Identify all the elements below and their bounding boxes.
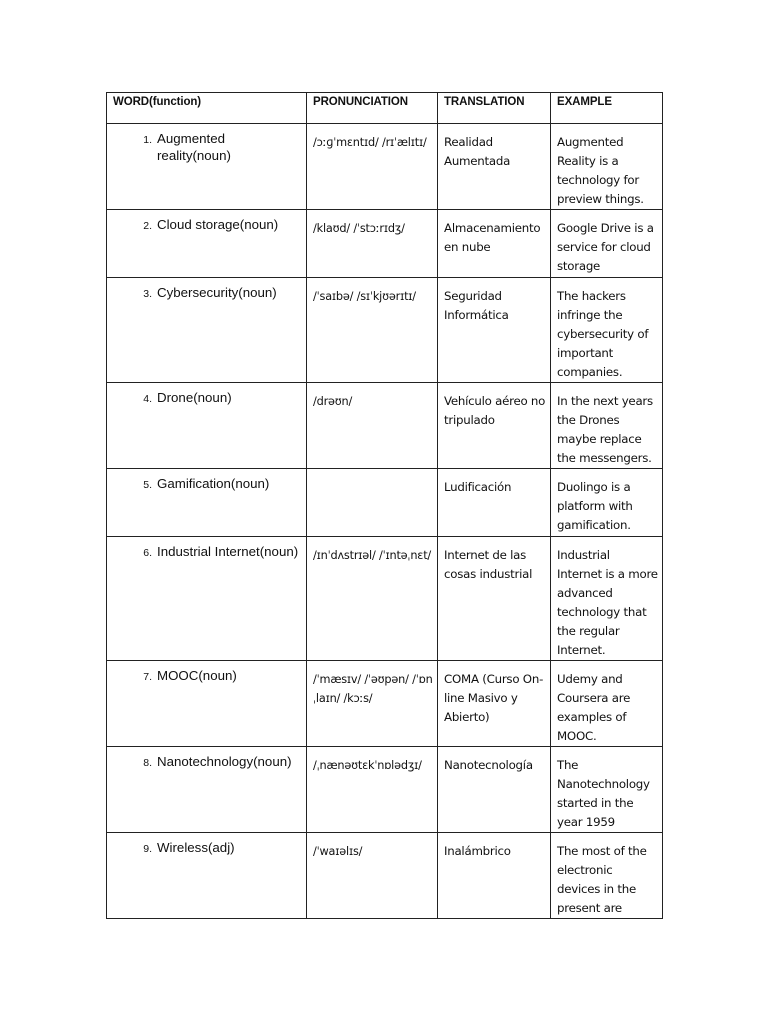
header-word: WORD(function) bbox=[107, 93, 307, 124]
word-text: Cybersecurity(noun) bbox=[157, 285, 277, 300]
word-cell bbox=[107, 383, 307, 469]
pronunciation-cell: /ˌnænəʊtɛkˈnɒlədʒɪ/ bbox=[307, 747, 438, 833]
pronunciation-cell: /klaʊd/ /ˈstɔːrɪdʒ/ bbox=[307, 210, 438, 278]
pronunciation-cell: /ˈmæsɪv/ /ˈəʊpən/ /ˈɒnˌlaɪn/ /kɔːs/ bbox=[307, 661, 438, 747]
translation-cell: Realidad Aumentada bbox=[438, 124, 551, 210]
word-text: MOOC(noun) bbox=[157, 668, 237, 683]
example-cell: Augmented Reality is a technology for preview things. bbox=[551, 124, 663, 210]
word-cell bbox=[107, 833, 307, 919]
table-row bbox=[107, 210, 663, 278]
table-row bbox=[107, 833, 663, 919]
item-number: 8. bbox=[143, 757, 152, 769]
item-number: 6. bbox=[143, 547, 152, 559]
translation-cell: Nanotecnología bbox=[438, 747, 551, 833]
pronunciation-cell: /drəʊn/ bbox=[307, 383, 438, 469]
item-number: 5. bbox=[143, 479, 152, 491]
item-number: 1. bbox=[143, 134, 152, 146]
item-number: 2. bbox=[143, 220, 152, 232]
pronunciation-cell: /ˈwaɪəlɪs/ bbox=[307, 833, 438, 919]
example-cell: The hackers infringe the cybersecurity of important companies. bbox=[551, 278, 663, 383]
example-cell: In the next years the Drones maybe replace the messengers. bbox=[551, 383, 663, 469]
word-text: Augmented reality(noun) bbox=[157, 131, 231, 163]
word-text: Gamification(noun) bbox=[157, 476, 270, 491]
table-row bbox=[107, 537, 663, 661]
word-cell bbox=[107, 661, 307, 747]
translation-cell: Seguridad Informática bbox=[438, 278, 551, 383]
word-text: Nanotechnology(noun) bbox=[157, 754, 292, 769]
word-text: Cloud storage(noun) bbox=[157, 217, 279, 232]
example-cell: Google Drive is a service for cloud storage bbox=[551, 210, 663, 278]
table-row bbox=[107, 124, 663, 210]
vocabulary-table bbox=[106, 92, 663, 919]
translation-cell: Almacenamiento en nube bbox=[438, 210, 551, 278]
pronunciation-cell bbox=[307, 469, 438, 537]
header-translation: TRANSLATION bbox=[438, 93, 551, 124]
item-number: 4. bbox=[143, 393, 152, 405]
word-cell bbox=[107, 469, 307, 537]
word-text: Drone(noun) bbox=[157, 390, 232, 405]
pronunciation-cell: /ɔːɡˈmɛntɪd/ /rɪˈælɪtɪ/ bbox=[307, 124, 438, 210]
word-cell bbox=[107, 210, 307, 278]
header-pronunciation: PRONUNCIATION bbox=[307, 93, 438, 124]
header-example: EXAMPLE bbox=[551, 93, 663, 124]
word-cell bbox=[107, 124, 307, 210]
item-number: 7. bbox=[143, 671, 152, 683]
example-cell: Duolingo is a platform with gamification. bbox=[551, 469, 663, 537]
item-number: 9. bbox=[143, 843, 152, 855]
word-cell bbox=[107, 747, 307, 833]
translation-cell: COMA (Curso On-line Masivo y Abierto) bbox=[438, 661, 551, 747]
word-cell bbox=[107, 537, 307, 661]
pronunciation-cell: /ɪnˈdʌstrɪəl/ /ˈɪntəˌnɛt/ bbox=[307, 537, 438, 661]
table-row bbox=[107, 469, 663, 537]
example-cell: The most of the electronic devices in the present are bbox=[551, 833, 663, 919]
item-number: 3. bbox=[143, 288, 152, 300]
example-cell: The Nanotechnology started in the year 1959 bbox=[551, 747, 663, 833]
example-cell: Udemy and Coursera are examples of MOOC. bbox=[551, 661, 663, 747]
word-text: Industrial Internet(noun) bbox=[157, 544, 299, 559]
table-row bbox=[107, 383, 663, 469]
pronunciation-cell: /ˈsaɪbə/ /sɪˈkjʊərɪtɪ/ bbox=[307, 278, 438, 383]
translation-cell: Vehículo aéreo no tripulado bbox=[438, 383, 551, 469]
word-cell bbox=[107, 278, 307, 383]
example-cell: Industrial Internet is a more advanced technology that the regular Internet. bbox=[551, 537, 663, 661]
table-row bbox=[107, 747, 663, 833]
table-row bbox=[107, 661, 663, 747]
table-row bbox=[107, 278, 663, 383]
translation-cell: Inalámbrico bbox=[438, 833, 551, 919]
translation-cell: Ludificación bbox=[438, 469, 551, 537]
word-text: Wireless(adj) bbox=[157, 840, 235, 855]
table-header-row bbox=[107, 93, 663, 124]
translation-cell: Internet de las cosas industrial bbox=[438, 537, 551, 661]
